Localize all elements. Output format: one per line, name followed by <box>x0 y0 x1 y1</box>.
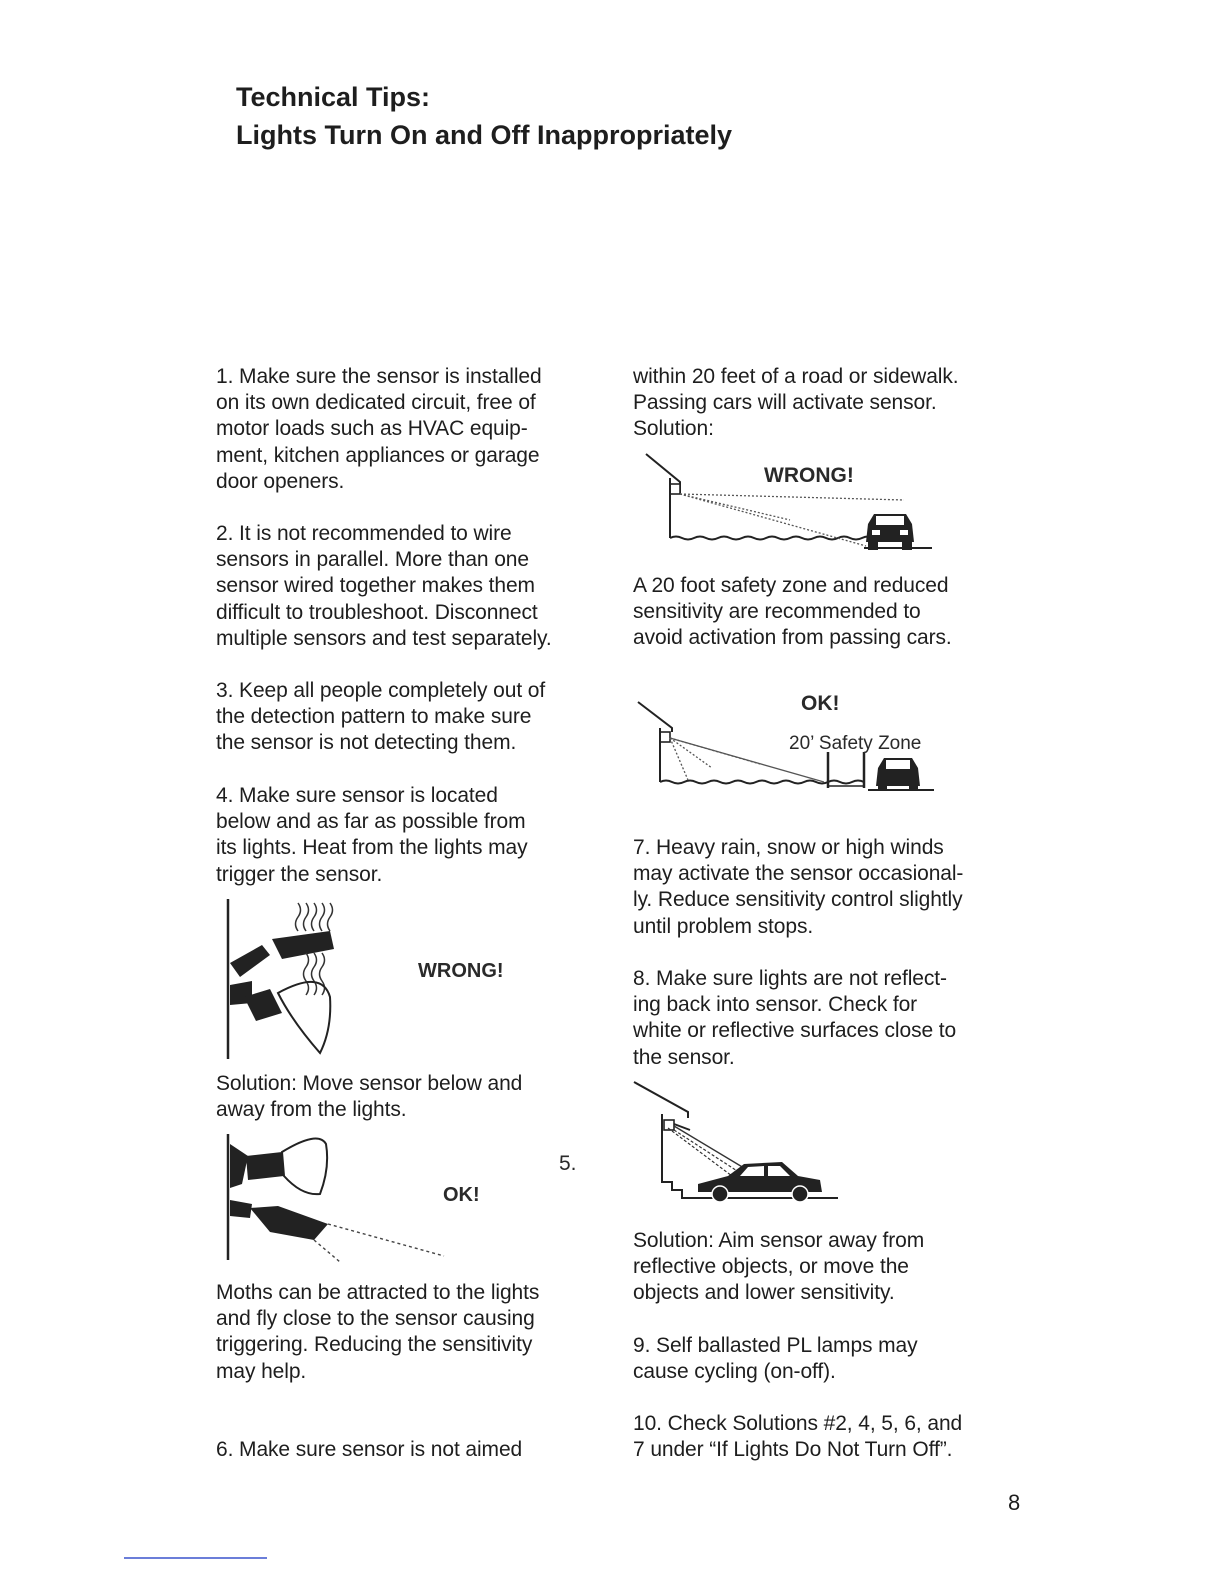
title-line-1: Technical Tips: <box>236 82 431 112</box>
tip-10: 10. Check Solutions #2, 4, 5, 6, and 7 under “If Lights Do Not Turn Off”. <box>633 1412 963 1462</box>
figure-lights-wrong <box>222 893 422 1065</box>
tip-4: 4. Make sure sensor is located below and as far as possible from its lights. Heat from the lights may trigger the sensor. <box>216 784 528 886</box>
figure-reflection <box>632 1078 842 1208</box>
figure-road-ok-zone-label: 20’ Safety Zone <box>789 733 922 754</box>
tip-2: 2. It is not recommended to wire sensors in parallel. More than one sensor wired together makes them difficult to troubleshoot. Disconnect multiple sensors and test separately. <box>216 522 552 650</box>
tip-6-start: 6. Make sure sensor is not aimed <box>216 1438 523 1461</box>
page-title <box>236 78 732 154</box>
tip-7: 7. Heavy rain, snow or high winds may activate the sensor occasional- ly. Reduce sensitivity control slightly until problem stops. <box>633 836 964 938</box>
tip-3: 3. Keep all people completely out of the detection pattern to make sure the sensor is not detecting them. <box>216 679 546 755</box>
figure-road-wrong-label: WRONG! <box>764 464 854 487</box>
tip-8: 8. Make sure lights are not reflect- ing back into sensor. Check for white or reflective surfaces close to the sensor. <box>633 967 957 1069</box>
figure-lights-ok <box>222 1132 452 1264</box>
tip-5-number: 5. <box>559 1152 577 1175</box>
figure-road-ok-label: OK! <box>801 692 840 715</box>
page-number: 8 <box>1008 1490 1021 1515</box>
title-line-2: Lights Turn On and Off Inappropriately <box>236 120 732 150</box>
footer-rule <box>124 1557 267 1559</box>
tip-1: 1. Make sure the sensor is installed on its own dedicated circuit, free of motor loads such as HVAC equip- ment, kitchen appliances or garage door openers. <box>216 365 542 493</box>
tip-6-continued: within 20 feet of a road or sidewalk. Passing cars will activate sensor. Solution: <box>633 365 959 441</box>
tip-9: 9. Self ballasted PL lamps may cause cycling (on-off). <box>633 1334 918 1384</box>
safety-zone-note: A 20 foot safety zone and reduced sensitivity are recommended to avoid activation from passing cars. <box>633 574 952 650</box>
tip-5: Moths can be attracted to the lights and fly close to the sensor causing triggering. Reducing the sensitivity may help. <box>216 1281 540 1383</box>
figure-lights-wrong-label: WRONG! <box>418 960 504 982</box>
figure-lights-ok-label: OK! <box>443 1184 480 1206</box>
tip-4-solution: Solution: Move sensor below and away from the lights. <box>216 1072 523 1122</box>
tip-8-solution: Solution: Aim sensor away from reflective objects, or move the objects and lower sensitivity. <box>633 1229 925 1305</box>
